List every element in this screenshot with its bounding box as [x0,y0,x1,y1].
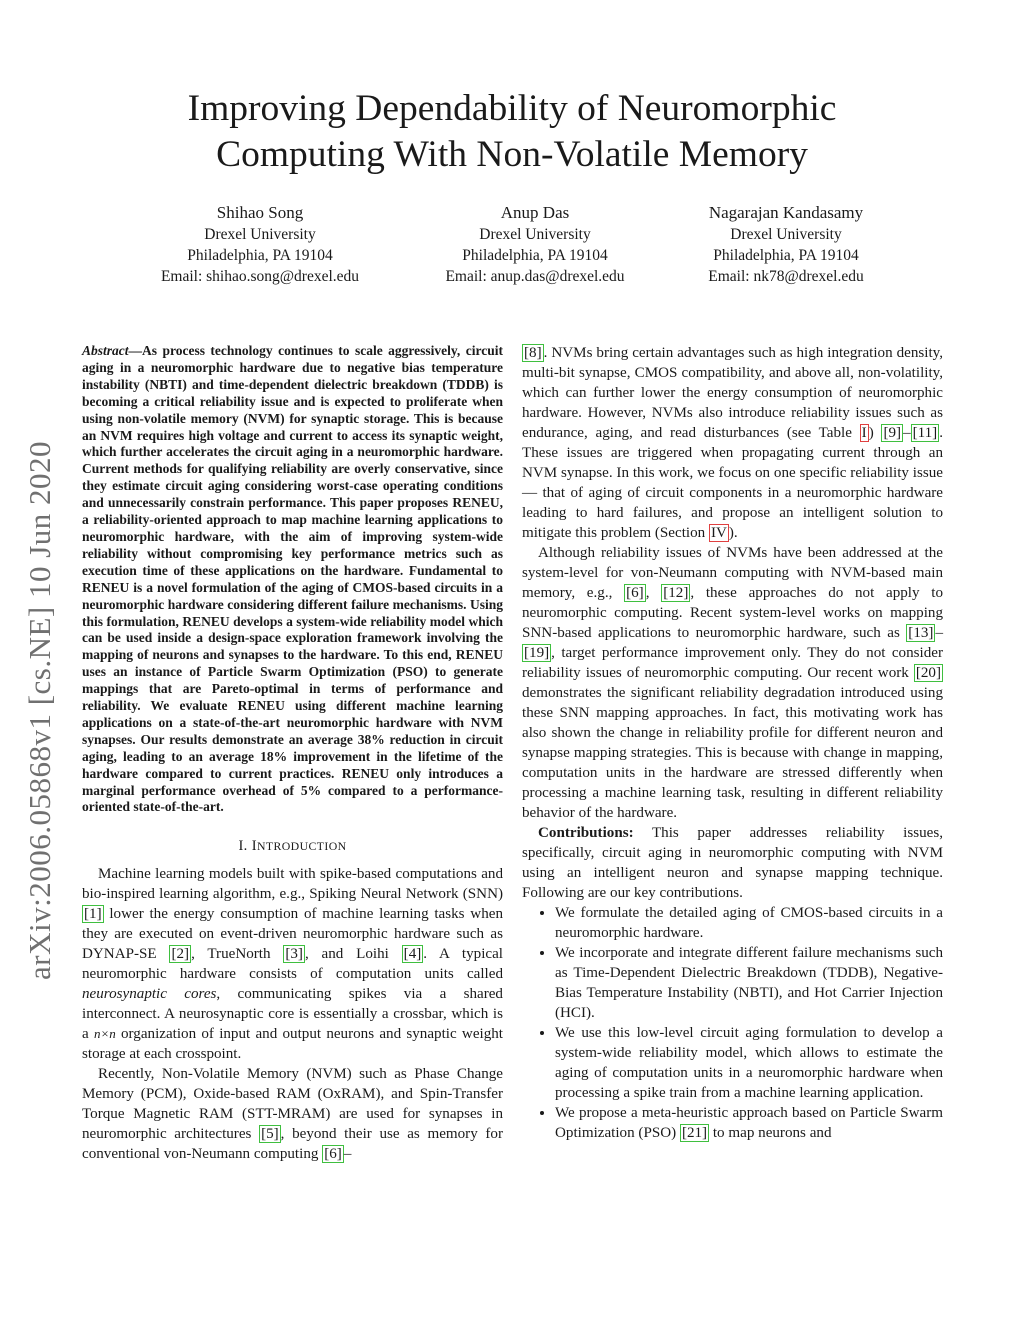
citation-link[interactable]: [9] [883,425,902,441]
list-item: • We incorporate and integrate different failure mechanisms such as Time-Dependent Dielectric Breakdown (TDDB), Negative-Bias Temperature Instability (NBTI), and Hot Carrier Injection (HCI). [555,943,943,1023]
text-run: , communicating spikes via a shared interconnect. A neurosynaptic core is essentially a crossbar, which is a [82,986,503,1043]
text-run: , these approaches do not apply to neuromorphic computing. Recent system-level works on mapping SNN-based applications to neuromorphic hardware, such as [522,585,944,641]
abstract [82,343,503,816]
text-run: , [645,585,662,601]
math-expression: n×n [93,1026,116,1042]
text-run: – [343,1146,352,1163]
text-run: We propose a meta-heuristic approach based on Particle Swarm Optimization (PSO) [555,1105,943,1141]
citation-link[interactable]: [20] [915,665,941,681]
citation-link[interactable]: [8] [524,345,542,361]
list-item [555,1103,943,1143]
contributions-list [522,903,943,1143]
text-run: lower the energy consumption of machine learning tasks when they are executed on event-driven neuromorphic hardware such as DYNAP-SE [82,906,503,963]
section-title-rest: NTRODUCTION [256,839,347,854]
intro-paragraph-2 [82,1064,503,1164]
citation-link[interactable]: [21] [681,1125,708,1141]
author-email[interactable]: Email: nk78@drexel.edu [708,268,864,285]
citation-link[interactable]: [11] [912,425,938,441]
text-run: ). [728,525,738,541]
author-affiliation: Drexel University [479,226,591,243]
text-run: , TrueNorth [191,946,284,963]
right-paragraph-1 [522,343,943,543]
text-run: Although reliability issues of NVMs have been addressed at the system-level for von-Neumann computing with NVM-based main memory, e.g., [522,545,943,601]
author-name: Shihao Song [216,203,304,222]
author-name: Anup Das [500,203,570,222]
paper-title [100,86,924,178]
author-block-3 [636,201,936,287]
citation-link[interactable]: [4] [403,946,422,963]
title-line-1: Improving Dependability of Neuromorphic [187,88,837,129]
text-run: Machine learning models built with spike-based computations and bio-inspired learning algorithm, e.g., Spiking Neural Network (SNN) [82,866,503,903]
text-run: organization of input and output neurons and synaptic weight storage at each crosspoint. [82,1026,503,1063]
citation-link[interactable]: [6] [626,585,644,601]
citation-link[interactable]: [1] [84,906,102,923]
section-heading-introduction [82,838,503,855]
section-reference-link[interactable]: IV [710,525,727,541]
contributions-paragraph [522,823,943,903]
text-run: Recently, Non-Volatile Memory (NVM) such as Phase Change Memory (PCM), Oxide-based RAM (OxRAM), and Spin-Transfer Torque Magnetic RAM (STT-MRAM) are used for synapses in neuromorphic architectures [82,1066,503,1143]
author-affiliation: Drexel University [204,226,316,243]
text-run: , target performance improvement only. They do not consider reliability issues of neuromorphic computing. Our recent work [522,645,943,681]
author-location: Philadelphia, PA 19104 [187,247,333,264]
citation-link[interactable]: [12] [663,585,689,601]
left-column [82,343,503,1164]
text-run: . NVMs bring certain advantages such as high integration density, multi-bit synapse, CMOS compatibility, and above all, non-volatility, which can further lower the energy consumption of neuromorphic hardware. However, NVMs also introduce reliability issues such as endurance, aging, and read disturbances (see Table [522,345,943,441]
title-line-2: Computing With Non-Volatile Memory [216,134,808,175]
text-run: – [903,425,911,441]
citation-link[interactable]: [5] [261,1126,279,1143]
text-run: to map neurons and [709,1125,832,1141]
text-run: – [935,625,943,641]
right-paragraph-2 [522,543,943,823]
citation-link[interactable]: [2] [171,946,190,963]
author-email[interactable]: Email: anup.das@drexel.edu [445,268,625,285]
text-run: , beyond their use as memory for conventional von-Neumann computing [82,1126,503,1163]
intro-paragraph-1 [82,864,503,1064]
table-reference-link[interactable]: I [861,425,867,441]
citation-link[interactable]: [3] [285,946,303,963]
list-item: • We formulate the detailed aging of CMOS-based circuits in a neuromorphic hardware. [555,903,943,943]
abstract-text: —As process technology continues to scale aggressively, circuit aging in a neuromorphic hardware due to negative bias temperature instability (NBTI) and time-dependent dielectric breakdown (TDDB) is becoming a critical reliability issue and is expected to proliferate when using non-volatile memory (NVM) for synaptic storage. This is because an NVM requires high voltage and current to access its synaptic weight, which further accelerates the circuit aging in a neuromorphic hardware. Current methods for qualifying reliability are overly conservative, since they estimate circuit aging considering worst-case operating conditions and unnecessarily constrain performance. This paper proposes RENEU, a reliability-oriented approach to map machine learning applications to neuromorphic hardware, with the aim of improving system-wide reliability without compromising key performance metrics such as execution time of these applications on the hardware. Fundamental to RENEU is a novel formulation of the aging of CMOS-based circuits in a neuromorphic hardware considering different failure mechanisms. Using this formulation, RENEU develops a system-wide reliability model which can be used inside a design-space exploration framework involving the mapping of neurons and synapses to the hardware. To this end, RENEU uses an instance of Particle Swarm Optimization (PSO) to generate mappings that are Pareto-optimal in terms of performance and reliability. We evaluate RENEU using different machine learning applications on a state-of-the-art neuromorphic hardware with NVM synapses. Our results demonstrate an average 38% reduction in circuit aging, leading to an average 18% improvement in the lifetime of the hardware compared to current practices. RENEU only introduces a marginal performance overhead of 5% compared to a performance-oriented state-of-the-art. [82,343,503,815]
author-location: Philadelphia, PA 19104 [462,247,608,264]
author-location: Philadelphia, PA 19104 [713,247,859,264]
citation-link[interactable]: [13] [908,625,934,641]
section-title-initial: I [251,838,257,855]
text-run: . These issues are triggered when propagating current through an NVM synapse. In this work, we focus on one specific reliability issue — that of aging of circuit components in a neuromorphic hardware leading to hard failures, and propose an intelligent solution to mitigate this problem (Section [522,425,943,541]
author-email[interactable]: Email: shihao.song@drexel.edu [160,268,360,285]
list-item: • We use this low-level circuit aging formulation to develop a system-wide reliability model, which allows to estimate the aging of computation units in a neuromorphic hardware when processing a spike train from a machine learning application. [555,1023,943,1103]
abstract-label: Abstract [82,343,129,358]
author-block-1 [110,201,410,287]
citation-link[interactable]: [6] [324,1146,342,1163]
text-run: ) [868,425,882,441]
author-affiliation: Drexel University [730,226,842,243]
text-run: , and Loihi [304,946,402,963]
arxiv-identifier: arXiv:2006.05868v1 [cs.NE] 10 Jun 2020 [22,440,57,980]
contributions-label: Contributions: [538,825,634,841]
right-column [522,343,943,1143]
section-number: I. [238,838,252,855]
emphasis-term: neurosynaptic cores [82,986,217,1003]
text-run: This paper addresses reliability issues, specifically, circuit aging in neuromorphic computing with NVM using an intelligent neuron and synapse mapping technique. Following are our key contributions. [522,825,943,901]
author-name: Nagarajan Kandasamy [708,203,864,222]
citation-link[interactable]: [19] [524,645,550,661]
text-run: demonstrates the significant reliability degradation introduced using these SNN mapping approaches. In fact, this motivating work has also shown the change in reliability profile for different neuron and synapse mapping strategies. This is because with change in mapping, computation units in the hardware are stressed differently when processing a machine learning task, resulting in different reliability behavior of the hardware. [522,685,943,821]
text-run: . A typical neuromorphic hardware consists of computation units called [82,946,503,983]
